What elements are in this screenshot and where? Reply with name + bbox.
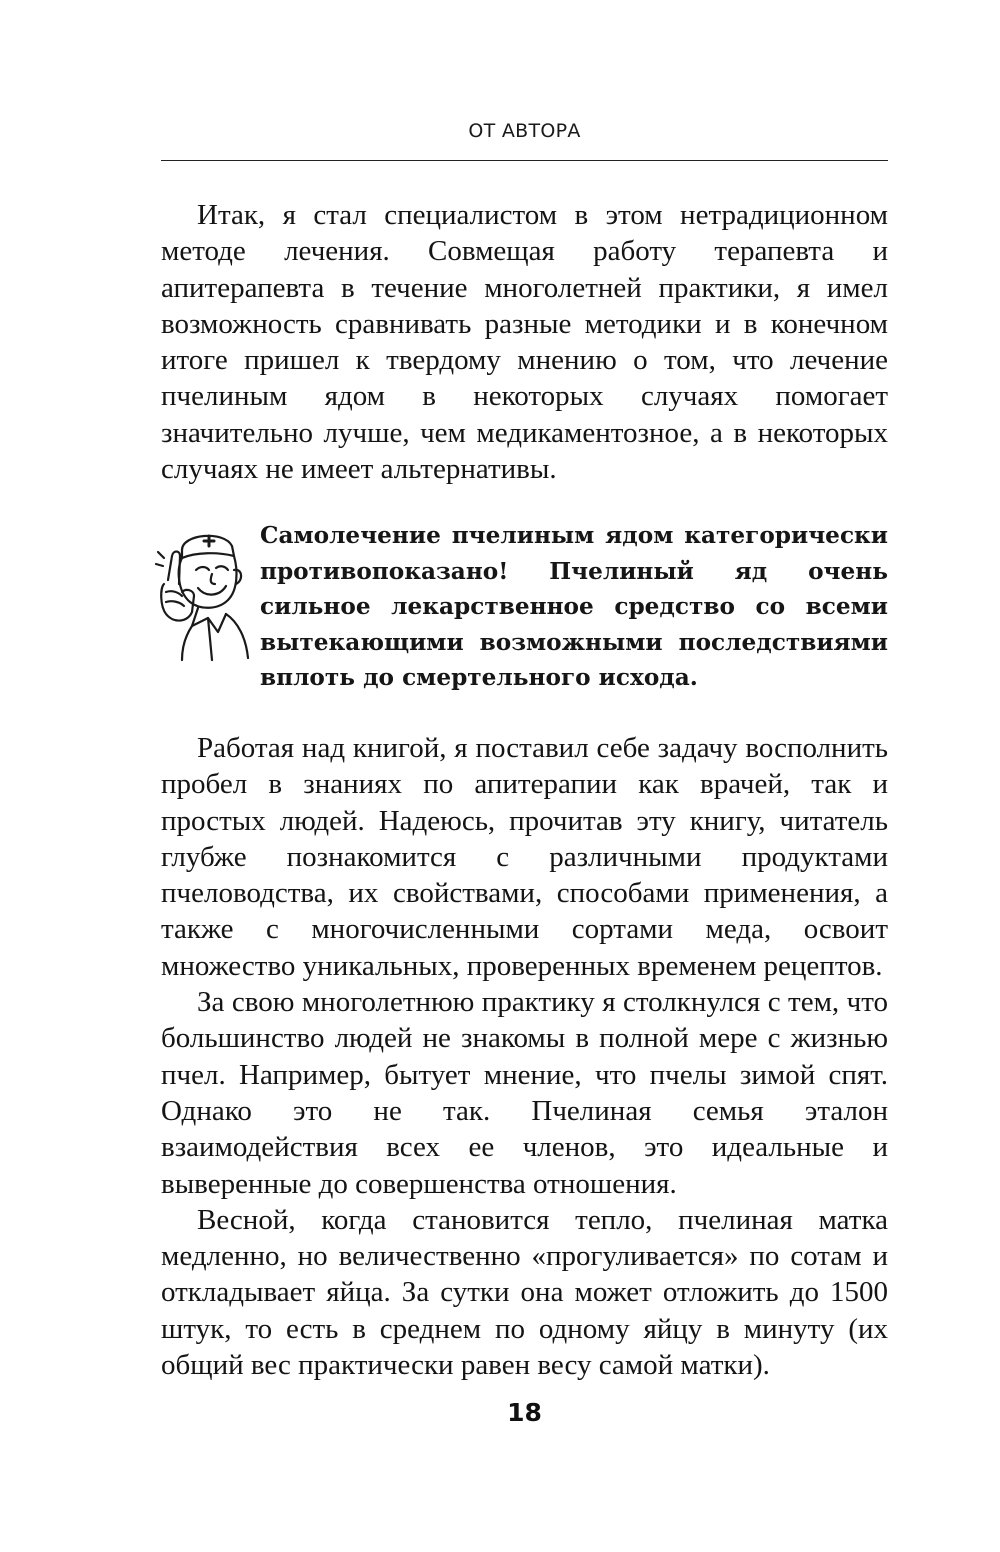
- warning-text: Самолечение пчелиным ядом категорически противопоказано! Пчелиный яд очень сильное лекарственное средство со всеми вытекающими возможными последствиями вплоть до смертельного исхода.: [260, 522, 888, 691]
- header-divider: [161, 160, 888, 161]
- doctor-warning-icon: [152, 522, 250, 662]
- paragraph: За свою многолетнюю практику я столкнулся с тем, что большинство людей не знакомы в полной мере с жизнью пчел. Например, бытует мнение, что пчелы зимой спят. Однако это не так. Пчелиная семья эталон взаимодействия всех ее членов, это идеальные и выверенные до совершенства отношения.: [161, 986, 888, 1200]
- warning-callout: [260, 518, 888, 696]
- paragraph: Весной, когда становится тепло, пчелиная матка медленно, но величественно «прогуливается» по сотам и откладывает яйца. За сутки она может отложить до 1500 штук, то есть в среднем по одному яйцу в минуту (их общий вес практически равен весу самой матки).: [161, 1203, 888, 1382]
- running-title: ОТ АВТОРА: [468, 120, 581, 142]
- page-number: 18: [507, 1398, 542, 1427]
- paragraph: Работая над книгой, я поставил себе задачу восполнить пробел в знаниях по апитерапии как врачей, так и простых людей. Надеюсь, прочитав эту книгу, читатель глубже познакомится с различными продуктами пчеловодства, их свойствами, способами применения, а также с многочисленными сортами меда, освоит множество уникальных, проверенных временем рецептов.: [161, 732, 888, 982]
- text-block-bottom: [161, 730, 888, 1383]
- paragraph: Итак, я стал специалистом в этом нетрадиционном методе лечения. Совмещая работу терапевта и апитерапевта в течение многолетней практики, я имел возможность сравнивать разные методики и в конечном итоге пришел к твердому мнению о том, что лечение пчелиным ядом в некоторых случаях помогает значительно лучше, чем медикаментозное, а в некоторых случаях не имеет альтернативы.: [161, 199, 888, 486]
- text-block-top: [161, 197, 888, 487]
